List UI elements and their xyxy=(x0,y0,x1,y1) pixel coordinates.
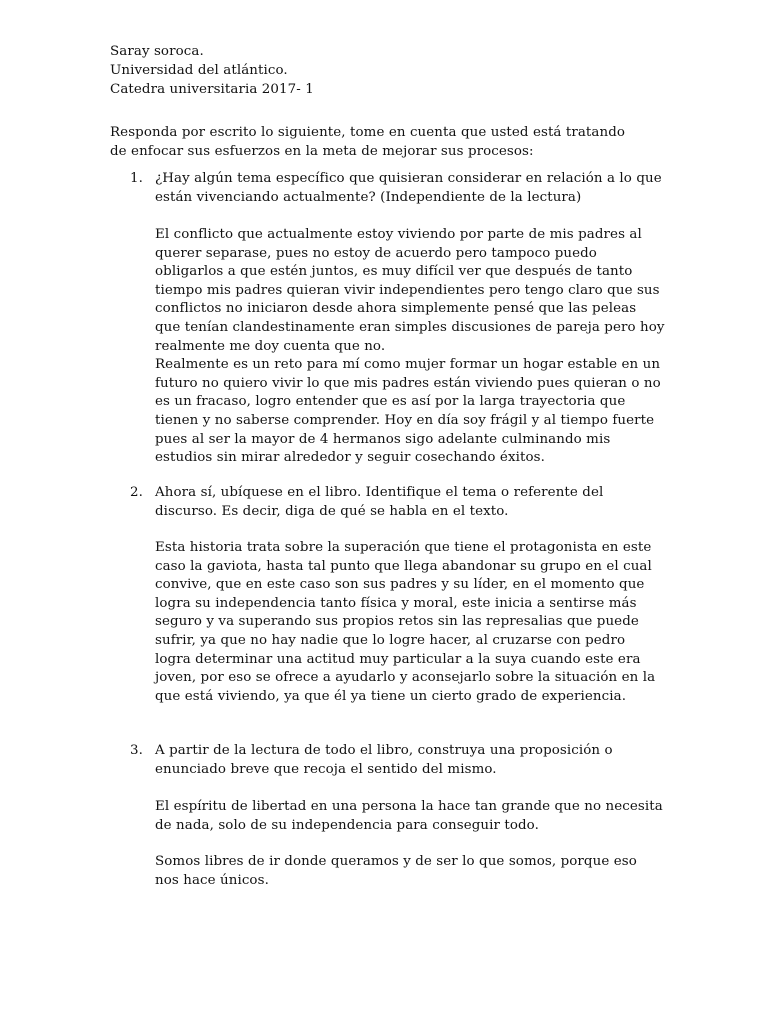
answer-3 xyxy=(155,798,665,890)
question-number: 1. xyxy=(130,171,143,186)
question-text: Ahora sí, ubíquese en el libro. Identifique el tema o referente del discurso. Es decir, diga de qué se habla en el texto. xyxy=(155,485,604,519)
answer-paragraph: Realmente es un reto para mí como mujer formar un hogar estable en un futuro no quiero vivir lo que mis padres están viviendo pues quieran o no es un fracaso, logro entender que es así por la larga trayectoria que tienen y no saberse comprender. Hoy en día soy frágil y al tiempo fuerte pues al ser la mayor de 4 hermanos sigo adelante culminando mis estudios sin mirar alrededor y seguir cosechando éxitos. xyxy=(155,357,661,466)
university-name: Universidad del atlántico. xyxy=(110,63,288,78)
answer-paragraph: Esta historia trata sobre la superación que tiene el protagonista en este caso la gaviota, hasta tal punto que llega abandonar su grupo en el cual convive, que en este caso son sus padres y su líder, en el momento que logra su independencia tanto física y moral, este inicia a sentirse más seguro y va superando sus propios retos sin las represalias que puede sufrir, ya que no hay nadie que lo logre hacer, al cruzarse con pedro logra determinar una actitud muy particular a la suya cuando este era joven, por eso se ofrece a ayudarlo y aconsejarlo sobre la situación en la que está viviendo, ya que él ya tiene un cierto grado de experiencia. xyxy=(155,540,656,704)
document-header xyxy=(110,42,314,99)
author-name: Saray soroca. xyxy=(110,44,204,59)
question-number: 3. xyxy=(130,743,143,758)
answer-2 xyxy=(155,539,665,706)
instructions: Responda por escrito lo siguiente, tome en cuenta que usted está tratando de enfocar sus esfuerzos en la meta de mejorar sus procesos: xyxy=(110,125,626,159)
question-text: A partir de la lectura de todo el libro, construya una proposición o enunciado breve que recoja el sentido del mismo. xyxy=(155,743,613,777)
answer-1 xyxy=(155,226,665,468)
answer-paragraph: Somos libres de ir donde queramos y de ser lo que somos, porque eso nos hace únicos. xyxy=(155,854,637,888)
question-number: 2. xyxy=(130,485,143,500)
course-name: Catedra universitaria 2017- 1 xyxy=(110,82,314,97)
answer-paragraph: El conflicto que actualmente estoy viviendo por parte de mis padres al querer separase, pues no estoy de acuerdo pero tampoco puedo obligarlos a que estén juntos, es muy difícil ver que después de tanto tiempo mis padres quieran vivir independientes pero tengo claro que sus conflictos no iniciaron desde ahora simplemente pensé que las peleas que tenían clandestinamente eran simples discusiones de pareja pero hoy realmente me doy cuenta que no. xyxy=(155,227,665,354)
question-text: ¿Hay algún tema específico que quisieran considerar en relación a lo que están vivenciando actualmente? (Independiente de la lectura) xyxy=(155,171,662,205)
answer-paragraph: El espíritu de libertad en una persona la hace tan grande que no necesita de nada, solo de su independencia para conseguir todo. xyxy=(155,799,663,833)
